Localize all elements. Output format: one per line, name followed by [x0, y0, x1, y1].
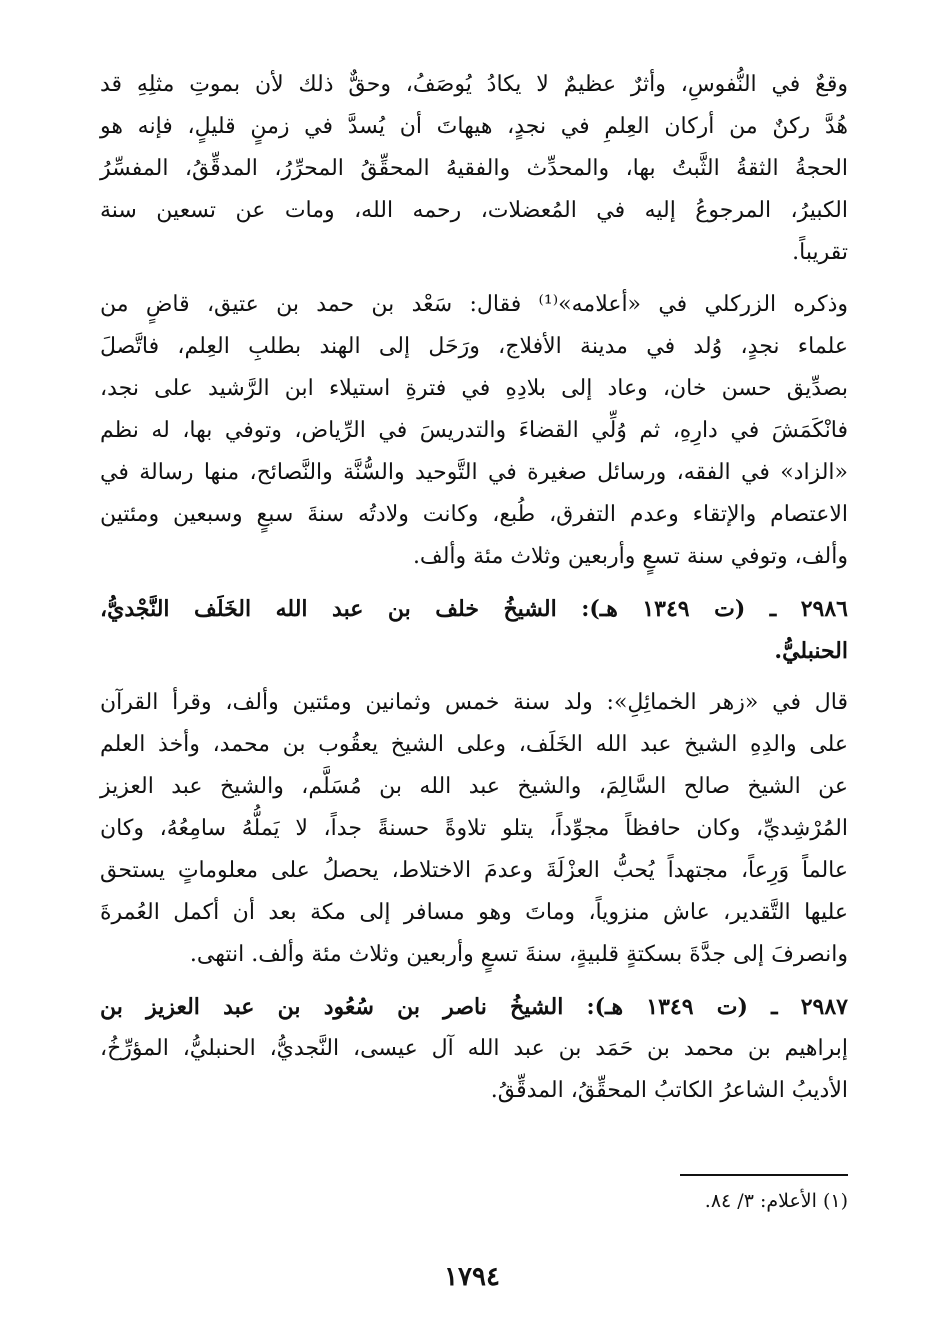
- page-body: [100, 64, 848, 1122]
- page-number: ١٧٩٤: [444, 1262, 500, 1292]
- text-line: المُرْشِديِّ، وكان حافظاً مجوِّداً، يتلو تلاوةً حسنةً جداً، لا يَملُّهُ سامِعُهُ، وكان: [100, 816, 848, 841]
- paragraph-1: [100, 64, 848, 274]
- entry-heading-line: إبراهيم بن محمد بن حَمَد بن عبد الله آل عيسى، النَّجديُّ، الحنبليُّ، المؤرِّخُ،: [100, 1036, 848, 1061]
- entry-2986-body: [100, 682, 848, 976]
- text-line: هُدَّ ركنٌ من أركان العِلمِ في نجدٍ، هيهاتَ أن يُسدَّ في زمنٍ قليلٍ، فإنه هو: [100, 114, 848, 139]
- text-line: علماء نجدٍ، وُلد في مدينة الأفلاج، ورَحَل إلى الهند بطلبِ العِلم، فاتَّصلَ: [100, 334, 848, 359]
- entry-2987: [100, 986, 848, 1112]
- text-line: عليها التَّقدير، عاش منزوياً، وماتَ وهو مسافر إلى مكة بعد أن أكمل العُمرةَ: [100, 900, 848, 925]
- text-line: وانصرفَ إلى جدَّةَ بسكتةٍ قلبيةٍ، سنةَ تسعٍ وأربعين وثلاث مئة وألف. انتهى.: [189, 942, 848, 967]
- text-line: الحجةُ الثقةُ الثَّبتُ بها، والمحدِّث والفقيهُ المحقِّقُ المحرِّرُ، المدقِّقُ، المفسِّرُ: [100, 156, 848, 181]
- text-line: بصدِّيق حسن خان، وعاد إلى بلادِهِ في فترةِ استيلاء ابن الرَّشيد على نجد،: [100, 376, 848, 401]
- text-line: وقعٌ في النُّفوسِ، وأثرٌ عظيمٌ لا يكادُ يُوصَفُ، وحقٌّ ذلك لأن بموتِ مثلِهِ قد: [100, 72, 848, 97]
- entry-heading-line: الحنبليُّ.: [774, 638, 848, 664]
- entry-heading-line: ٢٩٨٧ ـ (ت ١٣٤٩ هـ): الشيخُ ناصر بن سُعُود بن عبد العزيز بن: [100, 994, 848, 1020]
- entry-heading-line: ٢٩٨٦ ـ (ت ١٣٤٩ هـ): الشيخُ خلف بن عبد الله الخَلَف النَّجْديُّ،: [100, 596, 848, 622]
- text-line: «الزاد» في الفقه، ورسائل صغيرة في التَّوحيد والسُّنَّة والنَّصائح، منها رسالة في: [100, 460, 848, 485]
- text-line: عالماً وَرِعاً، مجتهداً يُحبُّ العزْلَةَ وعدمَ الاختلاط، يحصلُ على معلوماتٍ يستحق: [100, 858, 848, 883]
- text-line: الكبيرُ، المرجوعُ إليه في المُعضلات، رحمه الله، ومات عن تسعين سنة: [100, 198, 848, 223]
- footnote-divider: [680, 1174, 848, 1176]
- text-line: عن الشيخ صالح السَّالِمَ، والشيخ عبد الله بن مُسَلَّم، والشيخ عبد العزيز: [100, 774, 848, 799]
- entry-2986: [100, 588, 848, 672]
- text-line: وألف، وتوفي سنة تسعٍ وأربعين وثلاث مئة وألف.: [412, 544, 848, 569]
- text-line: وذكره الزركلي في «أعلامه»⁽¹⁾ فقال: سَعْد بن حمد بن عتيق، قاضٍ من: [100, 292, 848, 317]
- entry-heading-line: الأديبُ الشاعرُ الكاتبُ المحقِّقُ، المدقِّقُ.: [490, 1078, 848, 1103]
- text-line: على والدِهِ الشيخ عبد الله الخَلَف، وعلى الشيخ يعقُوب بن محمد، وأخذ العلم: [100, 732, 848, 757]
- text-line: قال في «زهر الخمائِلِ»: ولد سنة خمس وثمانين ومئتين وألف، وقرأ القرآن: [100, 690, 848, 715]
- paragraph-2: [100, 284, 848, 578]
- text-line: فانْكَمَشَ في دارِهِ، ثم وُلِّي القضاءَ والتدريسَ في الرِّياض، وتوفي بها، له نظم: [100, 418, 848, 443]
- text-line: تقريباً.: [792, 240, 848, 265]
- text-line: الاعتصام والإتقاء وعدم التفرق، طُبع، وكانت ولادتُه سنةَ سبعٍ وسبعين ومئتين: [100, 502, 848, 527]
- footnote: (١) الأعلام: ٣/ ٨٤.: [704, 1190, 848, 1212]
